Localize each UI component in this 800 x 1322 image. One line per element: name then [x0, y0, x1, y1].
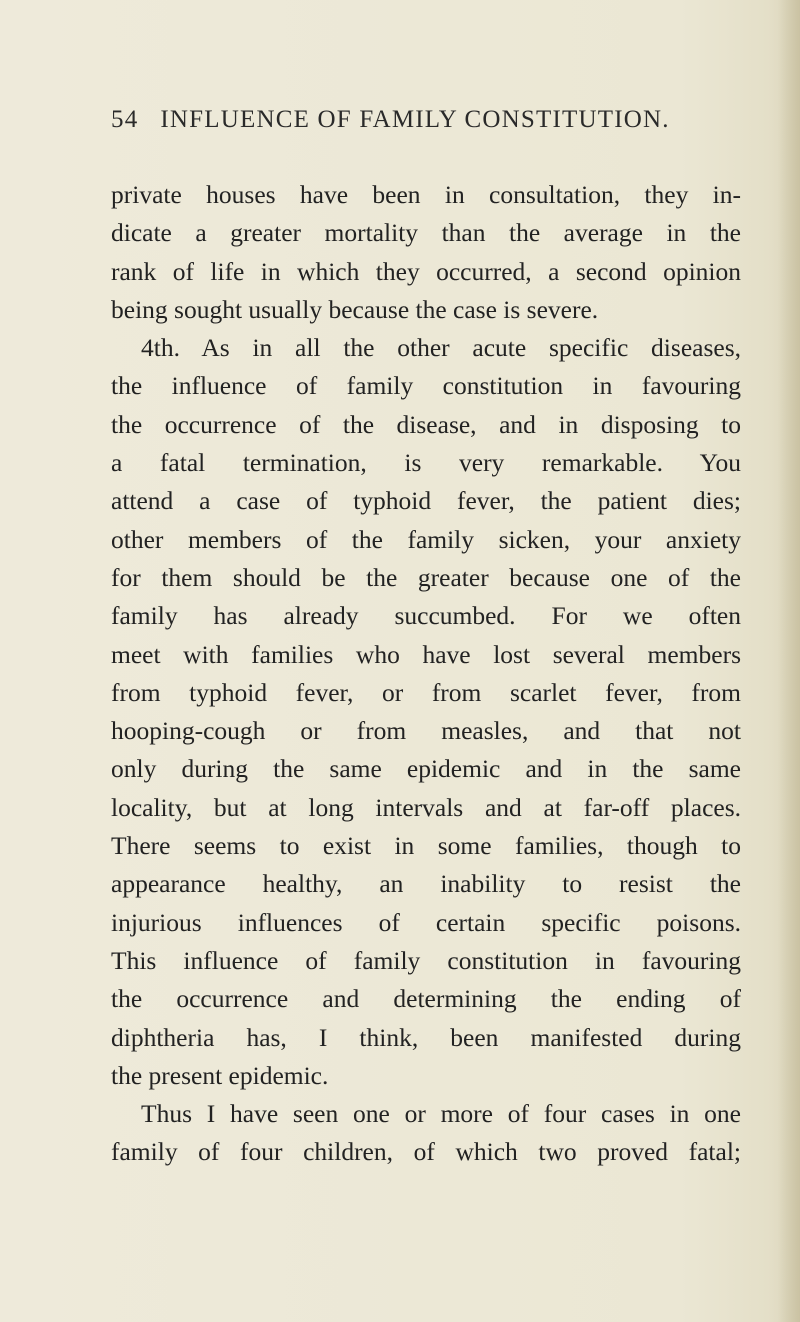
text-line: from typhoid fever, or from scarlet fever, from	[111, 677, 741, 707]
text-line: only during the same epidemic and in the same	[111, 754, 741, 784]
text-line: the occurrence of the disease, and in disposing to	[111, 409, 741, 439]
text-line: meet with families who have lost several members	[111, 639, 741, 669]
text-line: private houses have been in consultation, they in-	[111, 180, 741, 209]
page-edge-shadow	[778, 0, 800, 1322]
text-line: diphtheria has, I think, been manifested during	[111, 1022, 741, 1052]
text-line: the occurrence and determining the ending of	[111, 984, 741, 1014]
text-line: other members of the family sicken, your anxiety	[111, 524, 741, 554]
text-line: being sought usually because the case is severe.	[111, 294, 599, 324]
text-line: injurious influences of certain specific poisons.	[111, 907, 741, 937]
text-line: for them should be the greater because one of the	[111, 562, 741, 592]
text-line: There seems to exist in some families, though to	[111, 831, 741, 861]
text-line: dicate a greater mortality than the average in the	[111, 218, 741, 248]
page-number: 54	[111, 106, 139, 133]
text-line: family has already succumbed. For we often	[111, 601, 741, 631]
text-line: 4th. As in all the other acute specific diseases,	[141, 333, 741, 363]
text-line: This influence of family constitution in favouring	[111, 945, 741, 975]
body-text	[111, 176, 741, 1172]
running-header	[111, 106, 670, 134]
text-line: family of four children, of which two proved fatal;	[111, 1137, 741, 1167]
text-line: rank of life in which they occurred, a second opinion	[111, 256, 741, 286]
text-line: Thus I have seen one or more of four cases in one	[141, 1099, 741, 1129]
text-line: a fatal termination, is very remarkable. You	[111, 448, 741, 478]
text-line: attend a case of typhoid fever, the patient dies;	[111, 486, 741, 516]
text-line: the present epidemic.	[111, 1060, 329, 1090]
text-line: appearance healthy, an inability to resist the	[111, 869, 741, 899]
running-title: INFLUENCE OF FAMILY CONSTITUTION.	[160, 106, 670, 133]
text-line: locality, but at long intervals and at far-off places.	[111, 792, 741, 822]
text-line: the influence of family constitution in favouring	[111, 371, 741, 401]
text-line: hooping-cough or from measles, and that not	[111, 716, 741, 746]
